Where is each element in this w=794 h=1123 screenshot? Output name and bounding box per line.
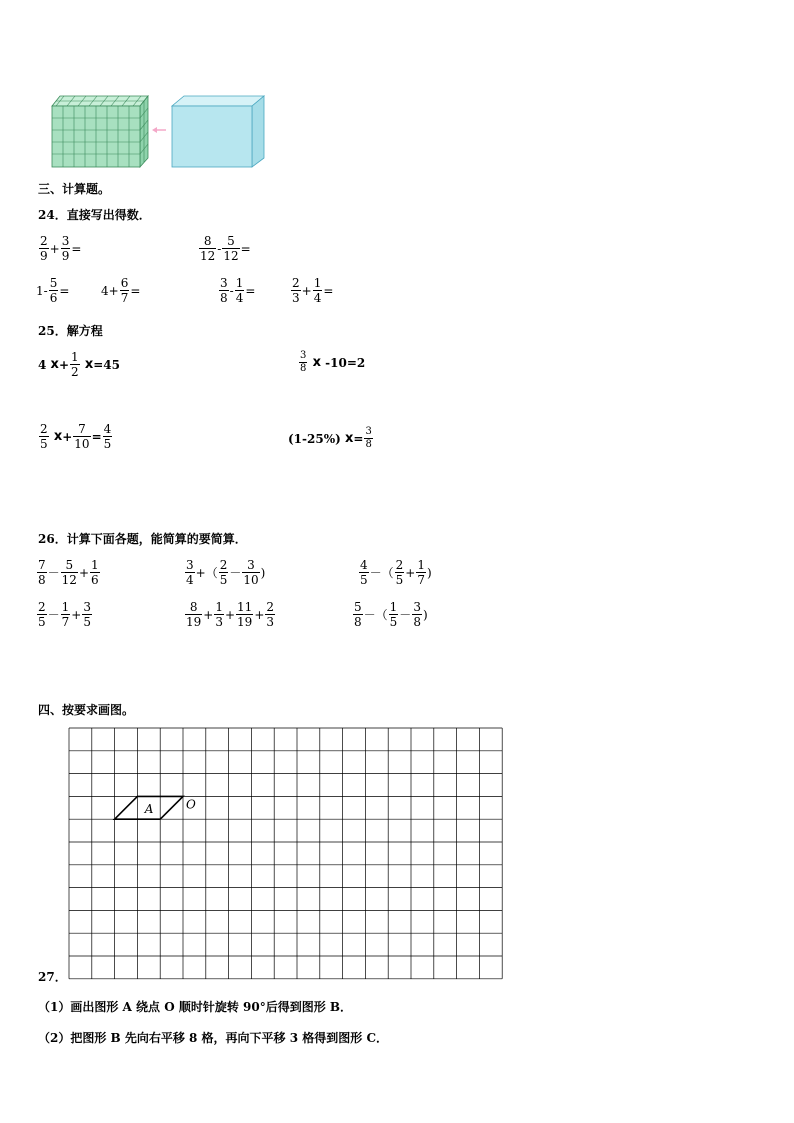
q24-item-4: 4+ $\frac{6}{7}$ =	[101, 276, 141, 305]
q24-item-5: $\frac{3}{8}$ - $\frac{1}{4}$ =	[220, 276, 256, 305]
q24-label: 24．直接写出得数．	[38, 208, 151, 222]
q25-equation-1: 4 x + $\frac{1}{2}$ x =45	[38, 350, 120, 379]
q24-item-3: 1- $\frac{5}{6}$ =	[36, 276, 70, 305]
q24-item-6: $\frac{2}{3}$ + $\frac{1}{4}$ =	[292, 276, 334, 305]
q26-r1c1: $\frac{7}{8}$ － $\frac{5}{12}$ + $\frac{1}{6}$	[38, 558, 99, 587]
q27-task-2: （2）把图形 B 先向右平移 8 格，再向下平移 3 格得到图形 C．	[38, 1031, 388, 1045]
shape-a-label: A	[144, 801, 154, 816]
q25-equation-2: $\frac{3}{8}$ x -10=2	[300, 350, 366, 374]
q26-r1c3: $\frac{4}{5}$ －（ $\frac{2}{5}$ + $\frac{1}{7}$ )	[360, 558, 432, 587]
arrow-icon	[152, 127, 166, 133]
q26-r2c2: $\frac{8}{19}$ + $\frac{1}{3}$ + $\frac{11}{19}$ + $\frac{2}{3}$	[186, 600, 275, 629]
q25-equation-4: (1-25%) x = $\frac{3}{8}$	[288, 426, 372, 450]
q24-item-2: $\frac{8}{12}$ - $\frac{5}{12}$ =	[200, 234, 251, 263]
cube-illustration	[48, 92, 270, 172]
section4-title: 四、按要求画图。	[38, 703, 135, 717]
q26-r2c3: $\frac{5}{8}$ －（ $\frac{1}{5}$ － $\frac{3}{8}$ )	[354, 600, 428, 629]
q25-label: 25．解方程	[38, 324, 103, 338]
q26-r1c2: $\frac{3}{4}$ +（ $\frac{2}{5}$ － $\frac{3}{10}$ )	[186, 558, 266, 587]
drawing-grid[interactable]	[68, 727, 504, 984]
q26-r2c1: $\frac{2}{5}$ － $\frac{1}{7}$ + $\frac{3}{5}$	[38, 600, 91, 629]
section3-title: 三、计算题。	[38, 182, 111, 196]
q27-task-1: （1）画出图形 A 绕点 O 顺时针旋转 90°后得到图形 B．	[38, 1000, 353, 1014]
q24-item-1: $\frac{2}{9}$ + $\frac{3}{9}$ =	[40, 234, 82, 263]
q25-equation-3: $\frac{2}{5}$ x + $\frac{7}{10}$ = $\frac{4}{5}$	[40, 422, 112, 451]
q26-label: 26．计算下面各题，能简算的要简算．	[38, 532, 247, 546]
point-o-label: O	[186, 797, 196, 812]
q27-label: 27．	[38, 970, 67, 984]
